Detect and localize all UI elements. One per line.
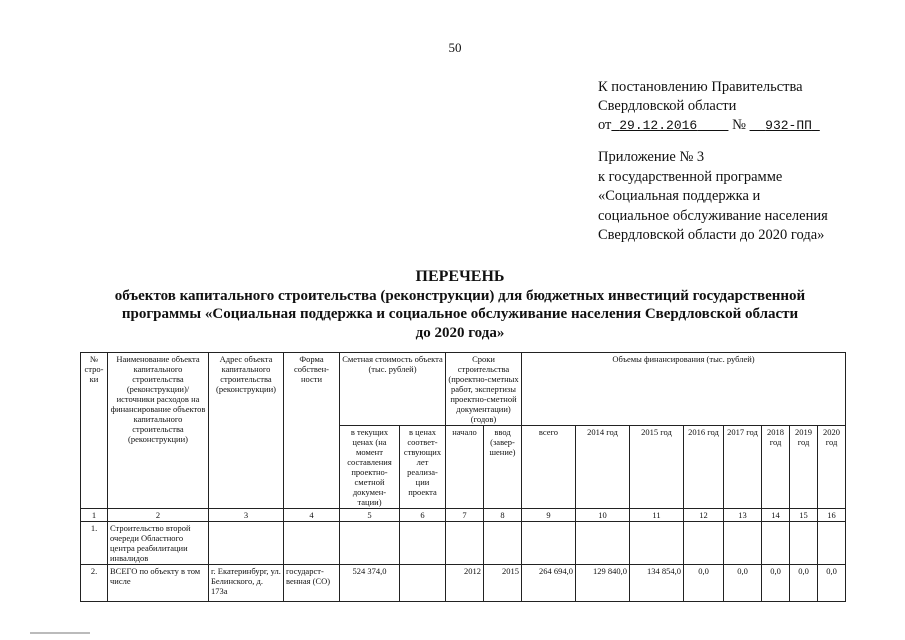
funding-2014: 129 840,0	[576, 565, 630, 602]
funding-2019: 0,0	[790, 565, 818, 602]
resolution-header	[598, 78, 820, 135]
page-number: 50	[448, 40, 462, 55]
column-number: 7	[446, 509, 484, 522]
table-row	[81, 522, 846, 565]
column-number: 1	[81, 509, 108, 522]
column-number: 2	[108, 509, 209, 522]
column-number: 10	[576, 509, 630, 522]
header-object-name: Наименование объекта капитального строительства (реконструкции)/ источники расходов на финансирование объектов капитального строительства (реконструкции)	[108, 353, 209, 509]
appendix-line-5: Свердловской области до 2020 года»	[598, 227, 825, 243]
table-row	[81, 565, 846, 602]
cost-current-prices: 524 374,0	[340, 565, 400, 602]
ownership-form: государст-венная (СО)	[284, 565, 340, 602]
column-number: 8	[484, 509, 522, 522]
number-prefix: №	[732, 117, 746, 133]
resolution-date: 29.12.2016	[619, 118, 698, 133]
header-forecast-prices: в ценах соответ-ствующих лет реализа-ции проекта	[400, 426, 446, 509]
funding-2017: 0,0	[724, 565, 762, 602]
column-number: 3	[209, 509, 284, 522]
object-name: ВСЕГО по объекту в том числе	[108, 565, 209, 602]
appendix-line-3: «Социальная поддержка и	[598, 188, 761, 204]
title-word: ПЕРЕЧЕНЬ	[415, 268, 505, 285]
resolution-number: 932-ПП	[765, 118, 812, 133]
header-funding: Объемы финансирования (тыс. рублей)	[522, 353, 846, 426]
funding-total: 264 694,0	[522, 565, 576, 602]
title-line-2: программы «Социальная поддержка и социальное обслуживание населения Свердловской области	[121, 306, 799, 322]
header-2018: 2018 год	[762, 426, 790, 509]
from-prefix: от	[598, 117, 612, 133]
funding-2016: 0,0	[684, 565, 724, 602]
row-number: 1.	[81, 522, 108, 565]
funding-2015: 134 854,0	[630, 565, 684, 602]
resolution-date-line	[598, 116, 820, 135]
objects-table	[80, 352, 846, 602]
appendix-line-4: социальное обслуживание населения	[598, 207, 828, 224]
header-end: ввод (завер-шение)	[484, 426, 522, 509]
header-total: всего	[522, 426, 576, 509]
header-timeframe: Сроки строительства (проектно-сметных работ, экспертизы проектно-сметной документации) (годов)	[446, 353, 522, 426]
header-2014: 2014 год	[576, 426, 630, 509]
column-number: 16	[818, 509, 846, 522]
scan-edge-mark	[30, 632, 90, 634]
column-number-row	[81, 509, 846, 522]
header-current-prices: в текущих ценах (на момент составления проектно-сметной докумен-тации)	[340, 426, 400, 509]
start-year: 2012	[446, 565, 484, 602]
header-2015: 2015 год	[630, 426, 684, 509]
column-number: 15	[790, 509, 818, 522]
column-number: 4	[284, 509, 340, 522]
resolution-line-1: К постановлению Правительства	[598, 79, 803, 95]
appendix-line-2: к государственной программе	[598, 168, 783, 185]
header-2017: 2017 год	[724, 426, 762, 509]
header-2019: 2019 год	[790, 426, 818, 509]
header-2016: 2016 год	[684, 426, 724, 509]
column-number: 9	[522, 509, 576, 522]
header-ownership: Форма собствен-ности	[284, 353, 340, 509]
appendix-note	[598, 148, 828, 246]
object-name: Строительство второй очереди Областного центра реабилитации инвалидов	[108, 522, 209, 565]
header-address: Адрес объекта капитального строительства (реконструкции)	[209, 353, 284, 509]
header-row-number: № стро-ки	[81, 353, 108, 509]
column-number: 13	[724, 509, 762, 522]
row-number: 2.	[81, 565, 108, 602]
header-estimated-cost: Сметная стоимость объекта (тыс. рублей)	[340, 353, 446, 426]
funding-2020: 0,0	[818, 565, 846, 602]
appendix-line-1: Приложение № 3	[598, 149, 705, 165]
header-start: начало	[446, 426, 484, 509]
resolution-line-2: Свердловской области	[598, 98, 737, 114]
document-title	[80, 268, 840, 342]
column-number: 14	[762, 509, 790, 522]
column-number: 6	[400, 509, 446, 522]
header-2020: 2020 год	[818, 426, 846, 509]
funding-2018: 0,0	[762, 565, 790, 602]
title-line-1: объектов капитального строительства (реконструкции) для бюджетных инвестиций государственной	[114, 287, 806, 304]
end-year: 2015	[484, 565, 522, 602]
object-address: г. Екатеринбург, ул. Белинского, д. 173а	[209, 565, 284, 602]
column-number: 5	[340, 509, 400, 522]
column-number: 12	[684, 509, 724, 522]
column-number: 11	[630, 509, 684, 522]
title-line-3: до 2020 года»	[415, 324, 505, 341]
cost-forecast-prices	[400, 565, 446, 602]
